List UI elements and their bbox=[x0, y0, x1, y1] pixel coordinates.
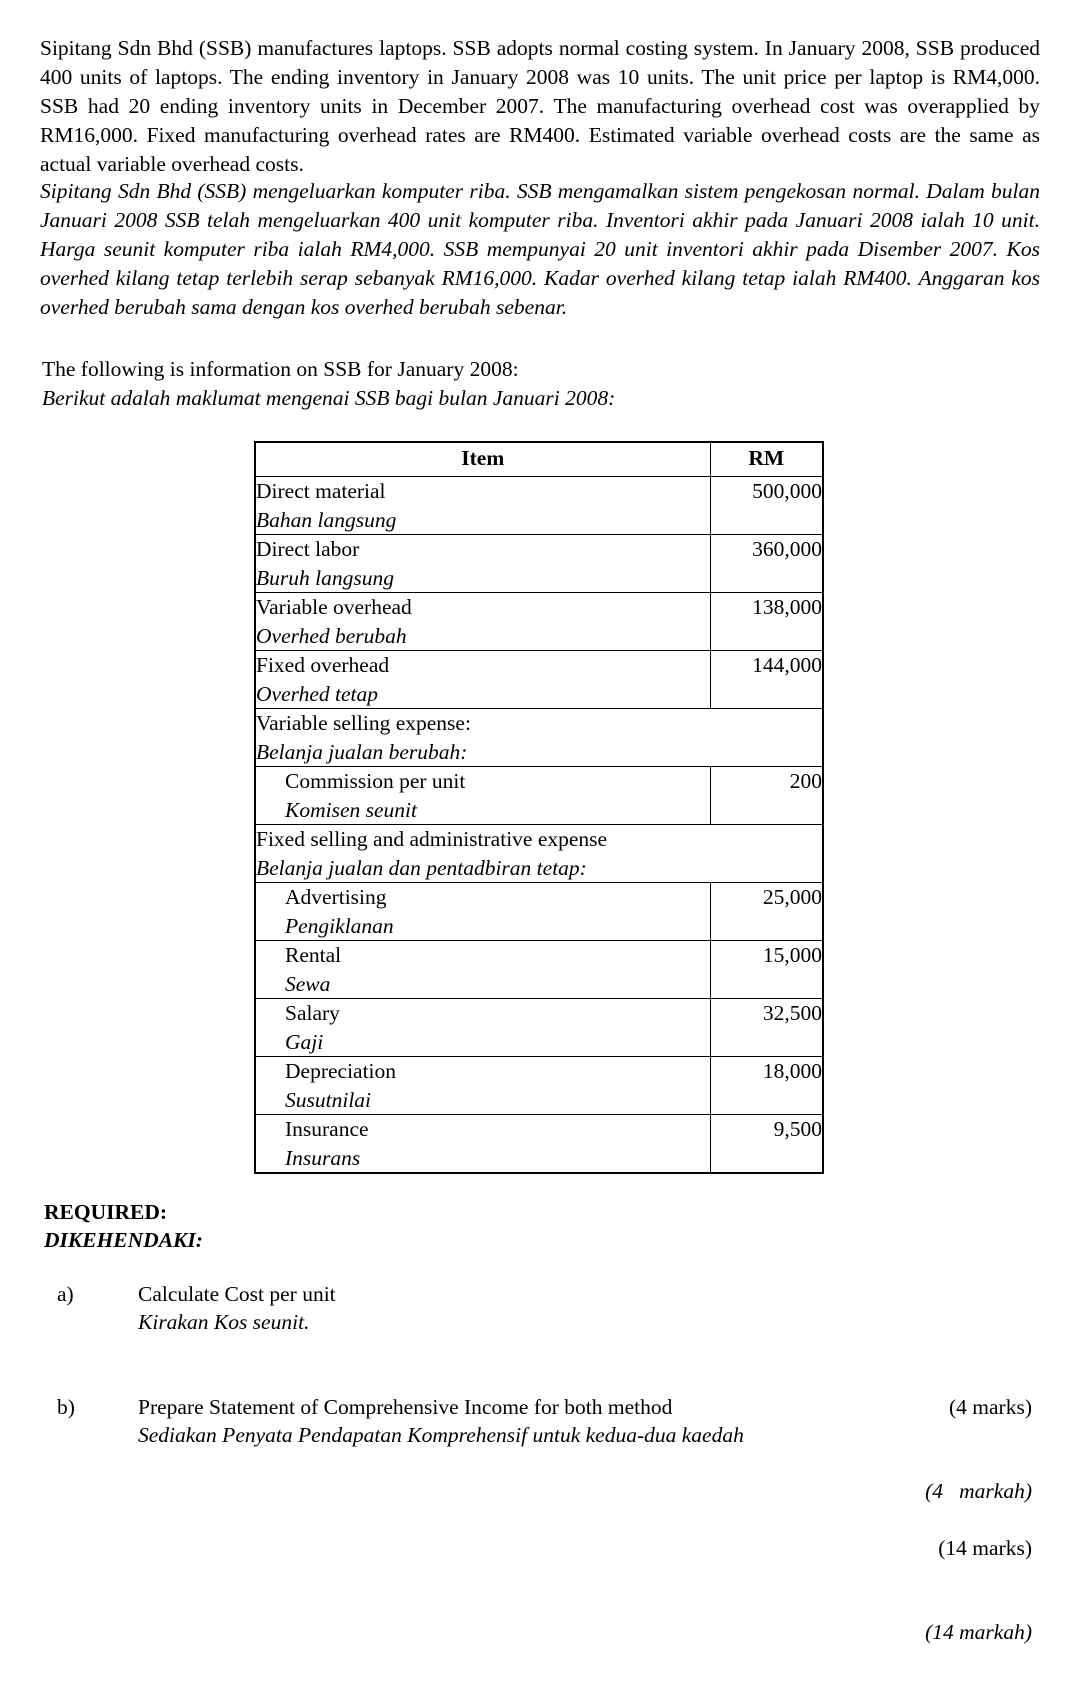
intro-paragraph-malay: Sipitang Sdn Bhd (SSB) mengeluarkan komputer riba. SSB mengamalkan sistem pengekosan normal. Dalam bulan Januari 2008 SSB telah mengeluarkan 400 unit komputer riba. Inventori akhir pada Januari 2008 ialah 10 unit. Harga seunit komputer riba ialah RM4,000. SSB mempunyai 20 unit inventori akhir pada Disember 2007. Kos overhed kilang tetap terlebih serap sebanyak RM16,000. Kadar overhed kilang tetap ialah RM400. Anggaran kos overhed berubah sama dengan kos overhed berubah sebenar. bbox=[40, 178, 1040, 320]
row-label-malay: Pengiklanan bbox=[285, 913, 394, 938]
row-label-english: Depreciation bbox=[285, 1059, 397, 1083]
row-label-malay: Sewa bbox=[285, 971, 331, 996]
row-label-english: Salary bbox=[285, 1001, 340, 1025]
table-item-cell bbox=[255, 941, 710, 999]
cost-table bbox=[254, 441, 824, 1174]
table-row bbox=[255, 1057, 823, 1115]
question-b-text-malay: Sediakan Penyata Pendapatan Komprehensif untuk kedua-dua kaedah bbox=[138, 1423, 744, 1447]
table-item-cell bbox=[255, 999, 710, 1057]
table-item-cell bbox=[255, 477, 710, 535]
table-amount-cell: 138,000 bbox=[710, 593, 823, 651]
table-row bbox=[255, 709, 823, 767]
table-row bbox=[255, 651, 823, 709]
table-amount-cell: 200 bbox=[710, 767, 823, 825]
row-label-english: Advertising bbox=[285, 885, 387, 909]
question-a-marks-malay: (4 markah) bbox=[925, 1479, 1032, 1503]
table-row bbox=[255, 477, 823, 535]
intro-paragraph-english: Sipitang Sdn Bhd (SSB) manufactures laptops. SSB adopts normal costing system. In January 2008, SSB produced 400 units of laptops. The ending inventory in January 2008 was 10 units. The unit price per laptop is RM4,000. SSB had 20 ending inventory units in December 2007. The manufacturing overhead cost was overapplied by RM16,000. Fixed manufacturing overhead rates are RM400. Estimated variable overhead costs are the same as actual variable overhead costs. bbox=[40, 35, 1040, 177]
table-item-cell bbox=[255, 883, 710, 941]
table-section-header-cell bbox=[255, 709, 823, 767]
row-label-malay: Komisen seunit bbox=[285, 797, 417, 822]
table-amount-cell: 360,000 bbox=[710, 535, 823, 593]
row-label-malay: Gaji bbox=[285, 1029, 324, 1054]
row-label-english: Direct material bbox=[256, 479, 386, 503]
table-amount-cell: 144,000 bbox=[710, 651, 823, 709]
info-line-malay: Berikut adalah maklumat mengenai SSB bagi bulan Januari 2008: bbox=[42, 386, 616, 410]
row-label-english: Rental bbox=[285, 943, 342, 967]
row-label-malay: Overhed tetap bbox=[256, 681, 378, 706]
question-a-body bbox=[138, 1280, 998, 1336]
table-item-cell bbox=[255, 1057, 710, 1115]
table-amount-cell: 15,000 bbox=[710, 941, 823, 999]
row-label-malay: Insurans bbox=[285, 1145, 361, 1170]
question-b-body bbox=[138, 1393, 998, 1449]
row-label-english: Variable overhead bbox=[256, 595, 412, 619]
table-item-cell bbox=[255, 1115, 710, 1174]
row-label-english: Fixed overhead bbox=[256, 653, 390, 677]
question-b-marker: b) bbox=[57, 1395, 75, 1419]
cost-table-head bbox=[255, 442, 823, 477]
table-row bbox=[255, 941, 823, 999]
cost-table-wrapper bbox=[254, 441, 822, 1174]
row-label-malay: Buruh langsung bbox=[256, 565, 394, 590]
row-label-malay: Belanja jualan berubah: bbox=[256, 739, 468, 764]
table-row bbox=[255, 593, 823, 651]
table-amount-cell: 25,000 bbox=[710, 883, 823, 941]
table-item-cell bbox=[255, 593, 710, 651]
question-b-marks bbox=[925, 1478, 1032, 1702]
question-b-marks-english: (14 marks) bbox=[938, 1536, 1032, 1560]
table-header-row bbox=[255, 442, 823, 477]
row-label-english: Commission per unit bbox=[285, 769, 466, 793]
question-b-marks-malay: (14 markah) bbox=[925, 1620, 1032, 1644]
question-a-marks-english: (4 marks) bbox=[949, 1395, 1032, 1419]
row-label-malay: Susutnilai bbox=[285, 1087, 372, 1112]
required-label-english: REQUIRED: bbox=[44, 1200, 168, 1224]
question-a-marker: a) bbox=[57, 1282, 74, 1306]
table-row bbox=[255, 825, 823, 883]
table-row bbox=[255, 767, 823, 825]
table-row bbox=[255, 535, 823, 593]
info-line-english: The following is information on SSB for January 2008: bbox=[42, 357, 519, 381]
row-label-english: Direct labor bbox=[256, 537, 360, 561]
table-section-header-cell bbox=[255, 825, 823, 883]
row-label-malay: Bahan langsung bbox=[256, 507, 397, 532]
table-row bbox=[255, 999, 823, 1057]
row-label-malay: Belanja jualan dan pentadbiran tetap: bbox=[256, 855, 587, 880]
required-label-malay: DIKEHENDAKI: bbox=[44, 1228, 203, 1252]
table-amount-cell: 500,000 bbox=[710, 477, 823, 535]
table-row bbox=[255, 1115, 823, 1174]
row-label-english: Insurance bbox=[285, 1117, 369, 1141]
column-header-item: Item bbox=[255, 442, 710, 477]
table-amount-cell: 18,000 bbox=[710, 1057, 823, 1115]
question-a-text-english: Calculate Cost per unit bbox=[138, 1282, 336, 1306]
row-label-english: Variable selling expense: bbox=[256, 711, 471, 735]
column-header-rm: RM bbox=[710, 442, 823, 477]
question-b-text-english: Prepare Statement of Comprehensive Income for both method bbox=[138, 1395, 673, 1419]
table-amount-cell: 32,500 bbox=[710, 999, 823, 1057]
cost-table-body bbox=[255, 477, 823, 1174]
table-item-cell bbox=[255, 767, 710, 825]
table-row bbox=[255, 883, 823, 941]
table-amount-cell: 9,500 bbox=[710, 1115, 823, 1174]
table-item-cell bbox=[255, 651, 710, 709]
question-a-text-malay: Kirakan Kos seunit. bbox=[138, 1310, 310, 1334]
table-item-cell bbox=[255, 535, 710, 593]
row-label-english: Fixed selling and administrative expense bbox=[256, 827, 608, 851]
row-label-malay: Overhed berubah bbox=[256, 623, 407, 648]
